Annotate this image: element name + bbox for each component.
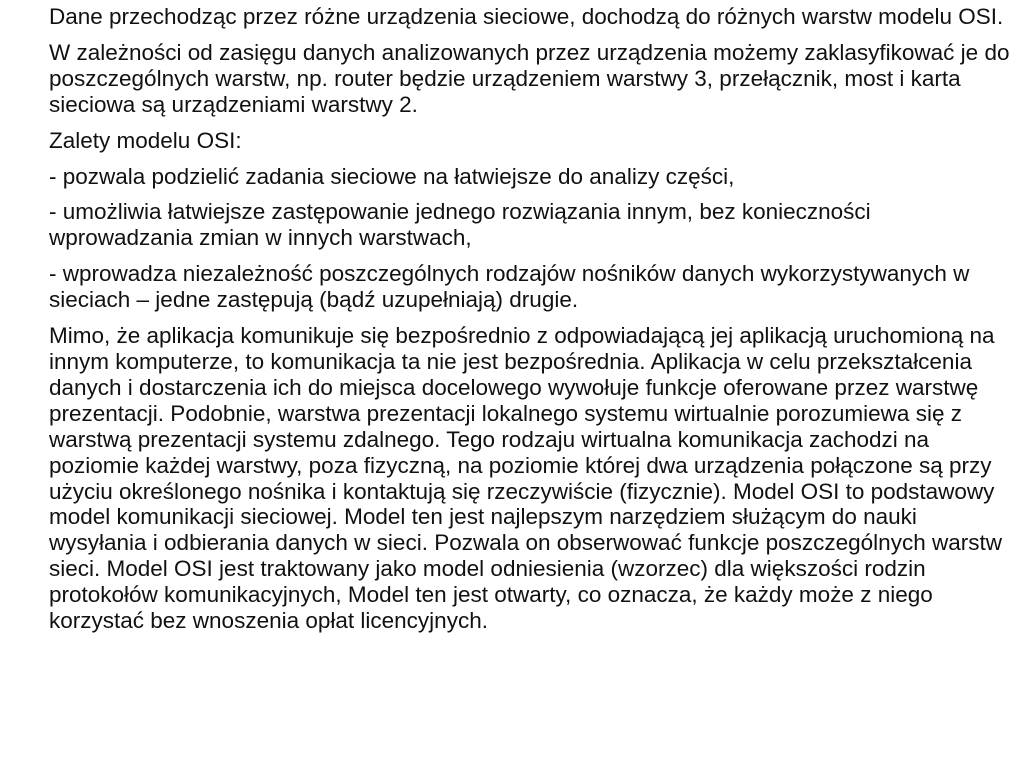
paragraph-layer-classification: W zależności od zasięgu danych analizowanych przez urządzenia możemy zaklasyfikować je do poszczególnych warstw, np. router będzie urządzeniem warstwy 3, przełącznik, most i karta sieciowa są urządzeniami warstwy 2. bbox=[49, 39, 1010, 117]
paragraph-advantage-1: - pozwala podzielić zadania sieciowe na łatwiejsze do analizy części, bbox=[49, 163, 735, 189]
paragraph-advantage-3: - wprowadza niezależność poszczególnych rodzajów nośników danych wykorzystywanych w sieciach – jedne zastępują (bądź uzupełniają) drugie. bbox=[49, 261, 970, 313]
paragraph-advantage-2: - umożliwia łatwiejsze zastępowanie jednego rozwiązania innym, bez konieczności wprowadzania zmian w innych warstwach, bbox=[49, 199, 871, 251]
paragraph-communication-description: Mimo, że aplikacja komunikuje się bezpośrednio z odpowiadającą jej aplikacją uruchomioną na innym komputerze, to komunikacja ta nie jest bezpośrednia. Aplikacja w celu przekształcenia danych i dostarczenia ich do miejsca docelowego wywołuje funkcje oferowane przez warstwę prezentacji. Podobnie, warstwa prezentacji lokalnego systemu wirtualnie porozumiewa się z warstwą prezentacji systemu zdalnego. Tego rodzaju wirtualna komunikacja zachodzi na poziomie każdej warstwy, poza fizyczną, na poziomie której dwa urządzenia połączone są przy użyciu określonego nośnika i kontaktują się rzeczywiście (fizycznie). Model OSI to podstawowy model komunikacji sieciowej. Model ten jest najlepszym narzędziem służącym do nauki wysyłania i odbierania danych w sieci. Pozwala on obserwować funkcje poszczególnych warstw sieci. Model OSI jest traktowany jako model odniesienia (wzorzec) dla większości rodzin protokołów komunikacyjnych, Model ten jest otwarty, co oznacza, że każdy może z niego korzystać bez wnoszenia opłat licencyjnych. bbox=[49, 323, 1002, 634]
paragraph-intro: Dane przechodząc przez różne urządzenia sieciowe, dochodzą do różnych warstw modelu OSI. bbox=[49, 4, 1004, 29]
slide-text-body bbox=[49, 4, 1011, 644]
paragraph-advantages-heading: Zalety modelu OSI: bbox=[49, 127, 242, 153]
